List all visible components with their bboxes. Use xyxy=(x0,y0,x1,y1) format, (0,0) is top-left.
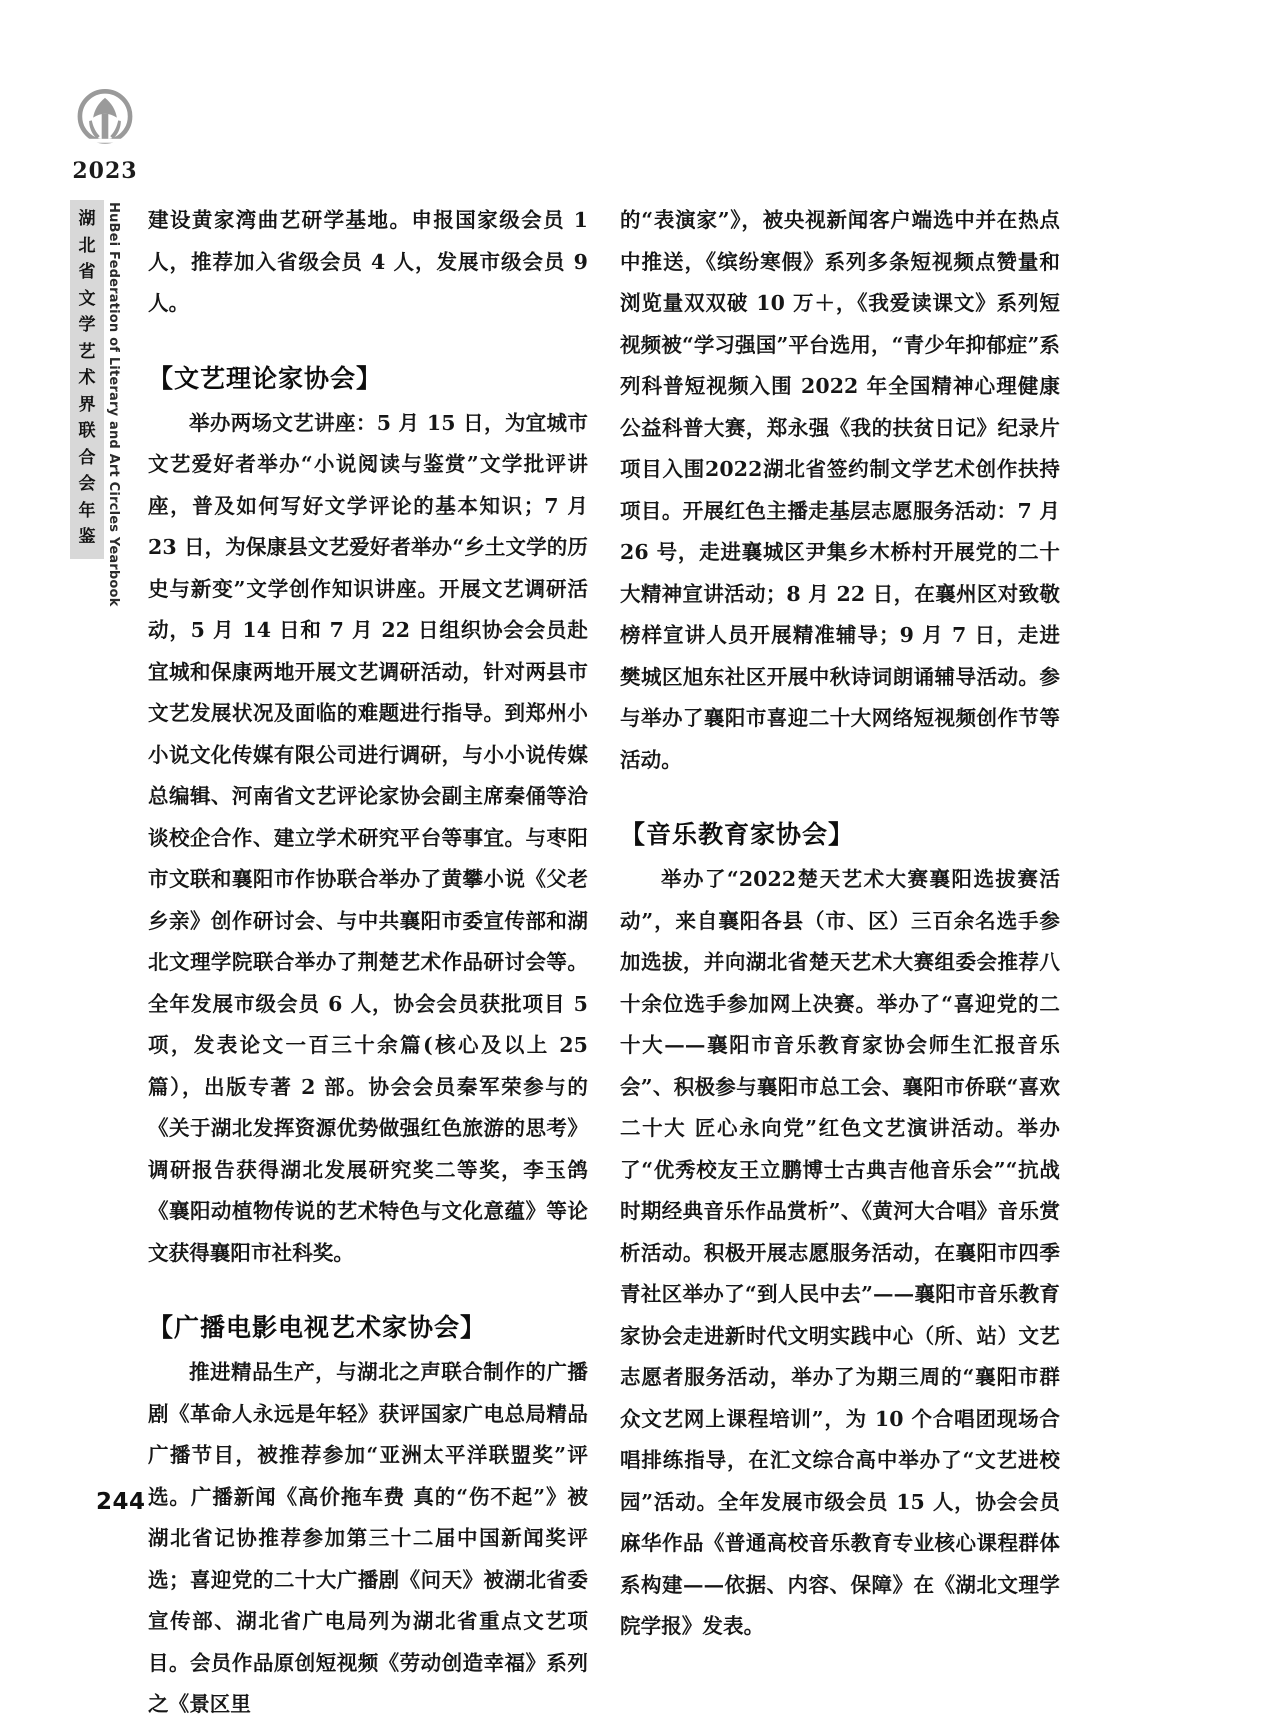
year-label: 2023 xyxy=(72,158,138,184)
left-column xyxy=(148,200,588,1719)
section-heading-music-educators: 【音乐教育家协会】 xyxy=(620,820,855,849)
vertical-title-cn: 湖北省文学艺术界联合会年鉴 xyxy=(70,200,104,559)
page-number: 244 xyxy=(96,1489,146,1515)
federation-emblem-icon xyxy=(72,86,138,152)
section-heading-radio-film-tv: 【广播电影电视艺术家协会】 xyxy=(148,1313,487,1342)
paragraph-continued-left: 建设黄家湾曲艺研学基地。申报国家级会员 1 人，推荐加入省级会员 4 人，发展市级会员 9 人。 xyxy=(148,208,588,315)
masthead-rail xyxy=(62,86,148,184)
paragraph-continued-right: 的“表演家”》，被央视新闻客户端选中并在热点中推送，《缤纷寒假》系列多条短视频点赞量和浏览量双双破 10 万＋，《我爱读课文》系列短视频被“学习强国”平台选用，“青少年抑郁症”系列科普短视频入围 2022 年全国精神心理健康公益科普大赛，郑永强《我的扶贫日记》纪录片项目入围2022湖北省签约制文学艺术创作扶持项目。开展红色主播走基层志愿服务活动：7 月 26 号，走进襄城区尹集乡木桥村开展党的二十大精神宣讲活动；8 月 22 日，在襄州区对致敬榜样宣讲人员开展精准辅导；9 月 7 日，走进樊城区旭东社区开展中秋诗词朗诵辅导活动。参与举办了襄阳市喜迎二十大网络短视频创作节等活动。 xyxy=(620,208,1060,772)
section-body-literary-theorists: 举办两场文艺讲座：5 月 15 日，为宜城市文艺爱好者举办“小说阅读与鉴赏”文学批评讲座，普及如何写好文学评论的基本知识；7 月 23 日，为保康县文艺爱好者举办“乡土文学的历史与新变”文学创作知识讲座。开展文艺调研活动，5 月 14 日和 7 月 22 日组织协会会员赴宜城和保康两地开展文艺调研活动，针对两县市文艺发展状况及面临的难题进行指导。到郑州小小说文化传媒有限公司进行调研，与小小说传媒总编辑、河南省文艺评论家协会副主席秦俑等洽谈校企合作、建立学术研究平台等事宜。与枣阳市文联和襄阳市作协联合举办了黄攀小说《父老乡亲》创作研讨会、与中共襄阳市委宣传部和湖北文理学院联合举办了荆楚艺术作品研讨会等。全年发展市级会员 6 人，协会会员获批项目 5 项，发表论文一百三十余篇(核心及以上 25 篇），出版专著 2 部。协会会员秦军荣参与的《关于湖北发挥资源优势做强红色旅游的思考》调研报告获得湖北发展研究奖二等奖，李玉鸽《襄阳动植物传说的艺术特色与文化意蕴》等论文获得襄阳市社科奖。 xyxy=(148,410,588,1265)
vertical-running-title xyxy=(70,200,144,607)
vertical-title-en: HuBei Federation of Literary and Art Circles Yearbook xyxy=(106,202,121,607)
section-heading-literary-theorists: 【文艺理论家协会】 xyxy=(148,363,383,393)
right-column xyxy=(620,200,1060,1648)
section-body-radio-film-tv: 推进精品生产，与湖北之声联合制作的广播剧《革命人永远是年轻》获评国家广电总局精品广播节目，被推荐参加“亚洲太平洋联盟奖”评选。广播新闻《高价拖车费 真的“伤不起”》被湖北省记协推荐参加第三十二届中国新闻奖评选；喜迎党的二十大广播剧《问天》被湖北省委宣传部、湖北省广电局列为湖北省重点文艺项目。会员作品原创短视频《劳动创造幸福》系列之《景区里 xyxy=(148,1360,588,1716)
section-body-music-educators: 举办了“2022楚天艺术大赛襄阳选拔赛活动”，来自襄阳各县（市、区）三百余名选手参加选拔，并向湖北省楚天艺术大赛组委会推荐八十余位选手参加网上决赛。举办了“喜迎党的二十大——襄阳市音乐教育家协会师生汇报音乐会”、积极参与襄阳市总工会、襄阳市侨联“喜欢二十大 匠心永向党”红色文艺演讲活动。举办了“优秀校友王立鹏博士古典吉他音乐会”“抗战时期经典音乐作品赏析”、《黄河大合唱》音乐赏析活动。积极开展志愿服务活动，在襄阳市四季青社区举办了“到人民中去”——襄阳市音乐教育家协会走进新时代文明实践中心（所、站）文艺志愿者服务活动，举办了为期三周的“襄阳市群众文艺网上课程培训”，为 10 个合唱团现场合唱排练指导，在汇文综合高中举办了“文艺进校园”活动。全年发展市级会员 15 人，协会会员麻华作品《普通高校音乐教育专业核心课程群体系构建——依据、内容、保障》在《湖北文理学院学报》发表。 xyxy=(620,867,1060,1638)
